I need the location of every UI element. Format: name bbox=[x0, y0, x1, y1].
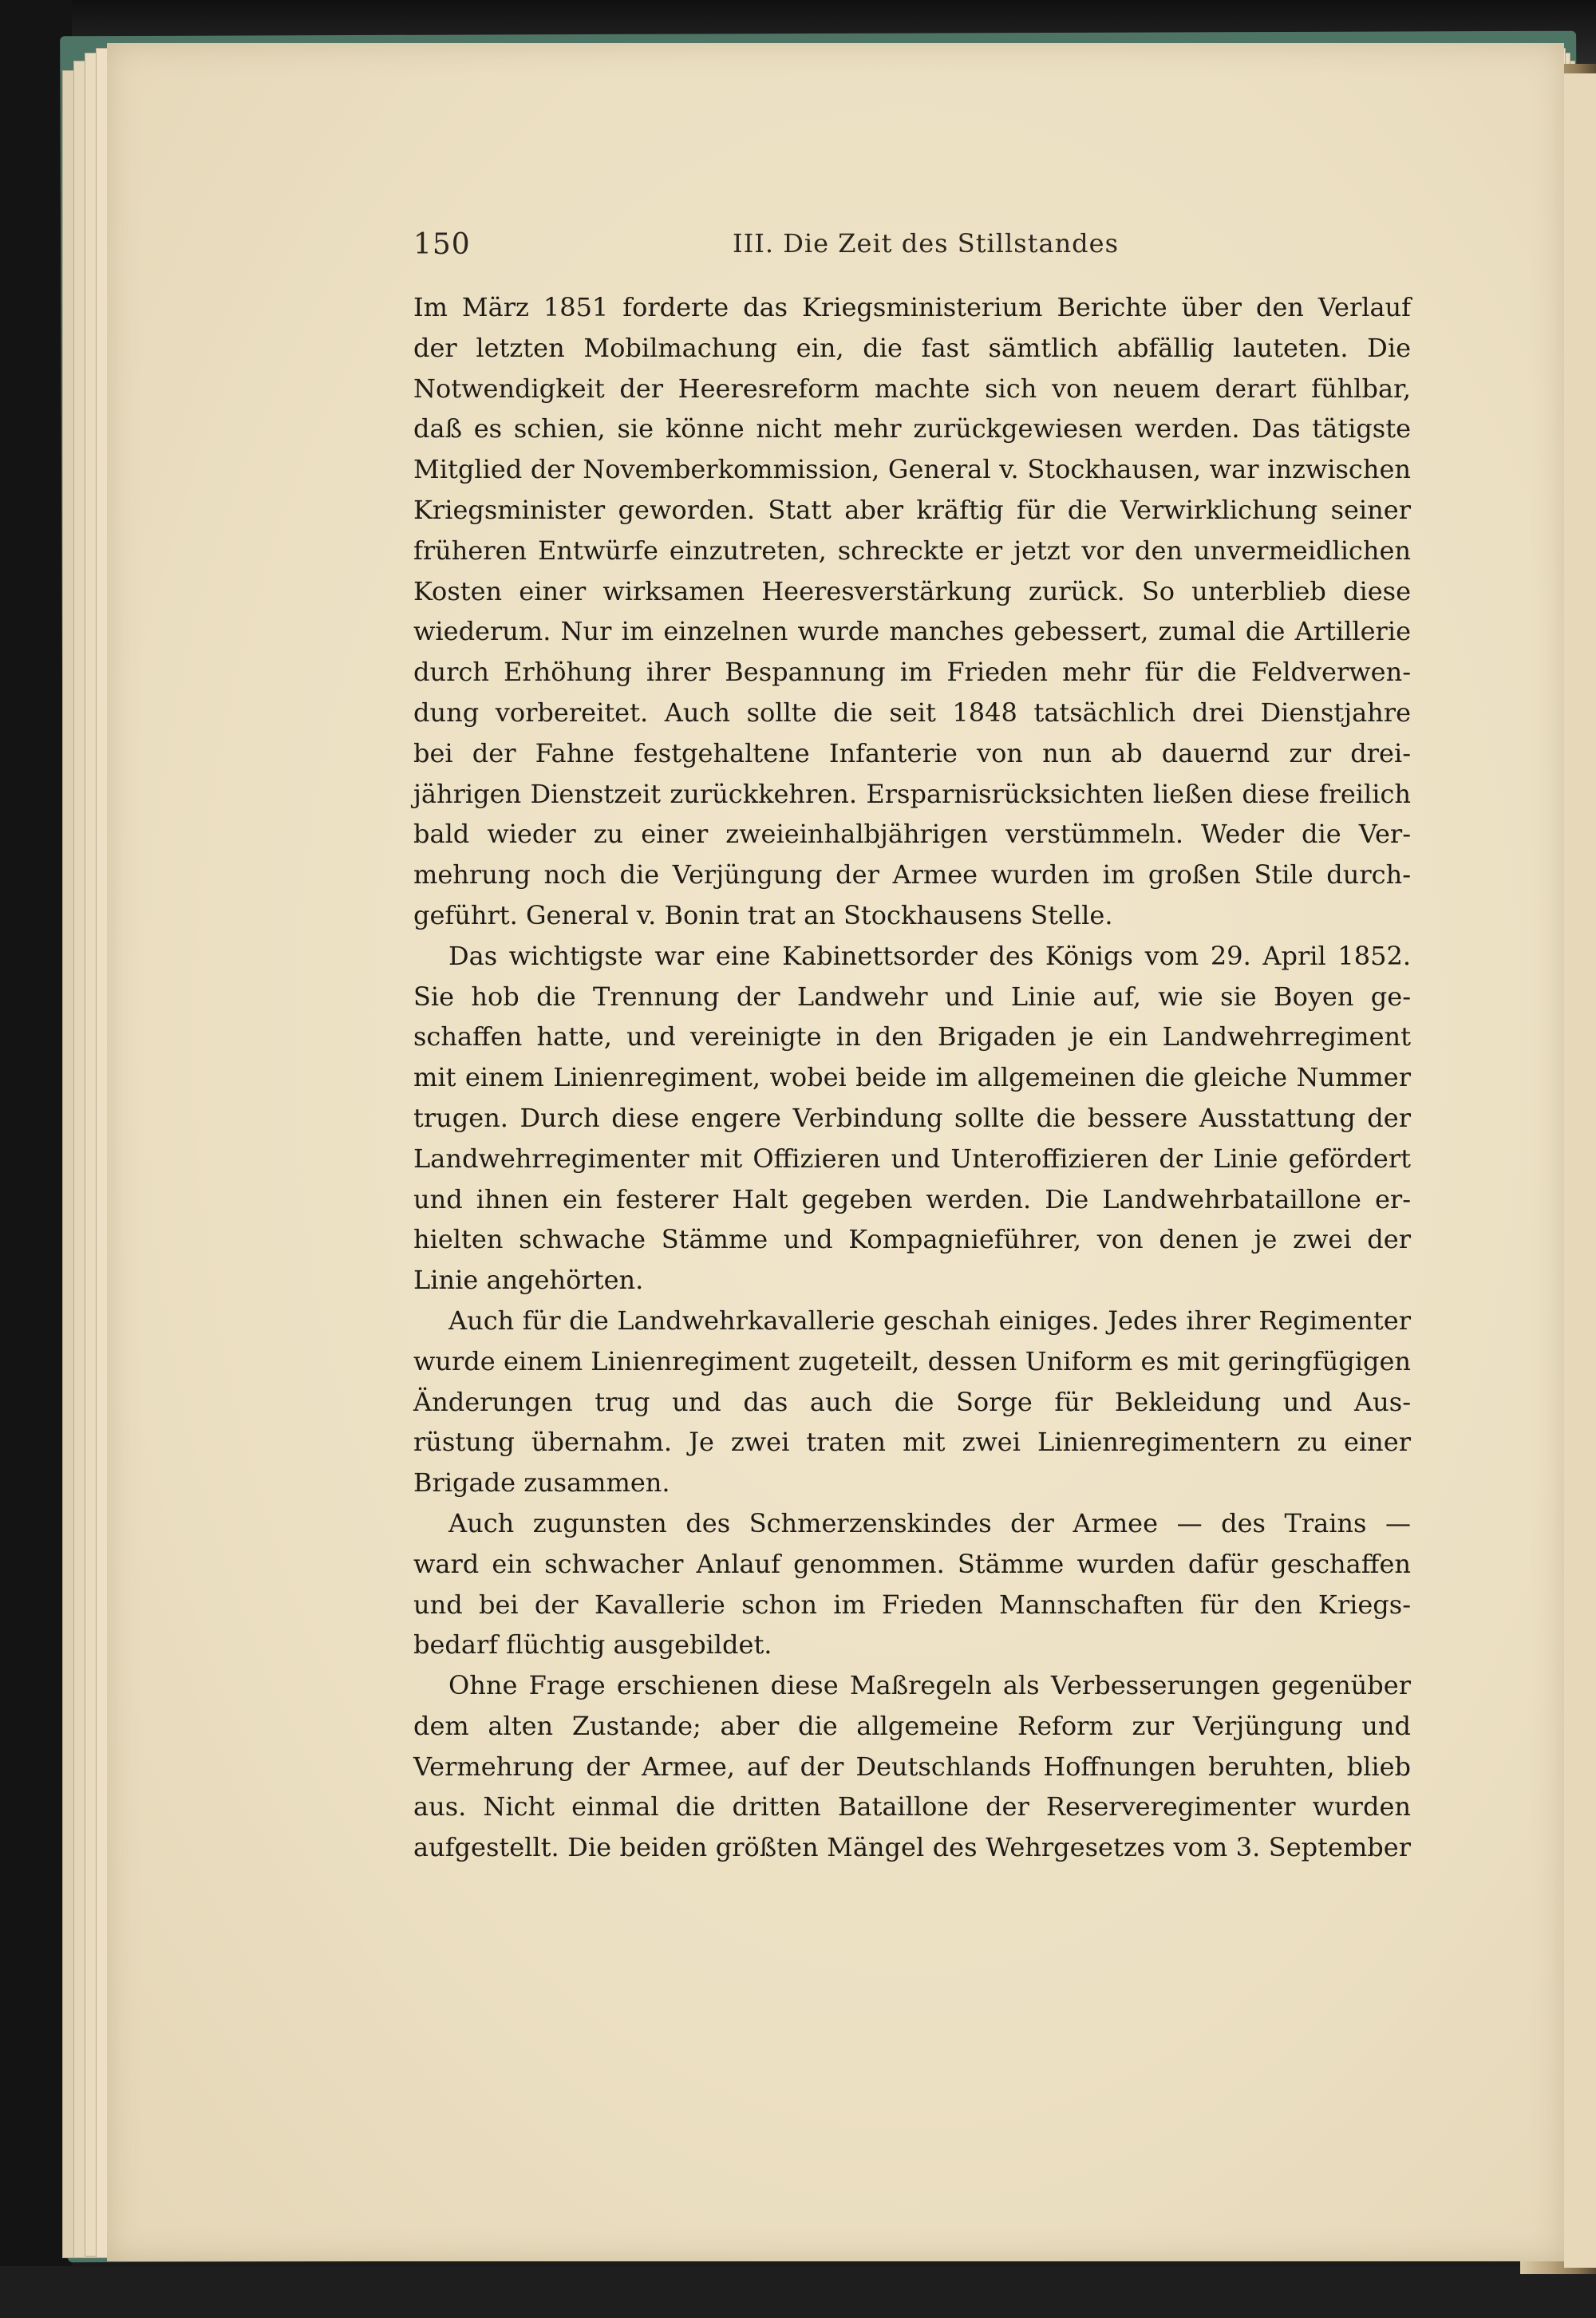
text-line: Auch zugunsten des Schmerzenskindes der Armee — des Trains — bbox=[448, 1507, 1411, 1538]
text-line: wurde einem Linienregiment zugeteilt, dessen Uniform es mit geringfügigen bbox=[413, 1345, 1411, 1376]
text-line: Auch für die Landwehrkavallerie geschah einiges. Jedes ihrer Regimenter bbox=[448, 1305, 1411, 1336]
text-line: dem alten Zustande; aber die allgemeine Reform zur Verjüngung und bbox=[413, 1710, 1411, 1741]
text-line: früheren Entwürfe einzutreten, schreckte er jetzt vor den unvermeidlichen bbox=[413, 535, 1411, 566]
text-line: Ohne Frage erschienen diese Maßregeln als Verbesserungen gegenüber bbox=[448, 1670, 1411, 1701]
text-line: aufgestellt. Die beiden größten Mängel des Wehrgesetzes vom 3. September bbox=[413, 1832, 1411, 1863]
text-line: bald wieder zu einer zweieinhalbjährigen verstümmeln. Weder die Ver- bbox=[413, 819, 1411, 850]
text-line: und ihnen ein festerer Halt gegeben werden. Die Landwehrbataillone er- bbox=[413, 1183, 1411, 1214]
text-line: bei der Fahne festgehaltene Infanterie von nun ab dauernd zur drei- bbox=[413, 737, 1411, 768]
body-text bbox=[413, 287, 1411, 1868]
text-line: durch Erhöhung ihrer Bespannung im Frieden mehr für die Feldverwen- bbox=[413, 657, 1411, 688]
text-line: Im März 1851 forderte das Kriegsministerium Berichte über den Verlauf bbox=[413, 292, 1411, 322]
scan-background-bottom bbox=[0, 2266, 1596, 2318]
opposite-page-edge bbox=[1564, 73, 1596, 2268]
page-number: 150 bbox=[413, 228, 471, 261]
text-line: Kosten einer wirksamen Heeresverstärkung zurück. So unterblieb diese bbox=[413, 575, 1411, 606]
text-line: schaffen hatte, und vereinigte in den Brigaden je ein Landwehrregiment bbox=[413, 1021, 1411, 1052]
text-line: dung vorbereitet. Auch sollte die seit 1848 tatsächlich drei Dienstjahre bbox=[413, 697, 1411, 728]
running-head: III. Die Zeit des Stillstandes bbox=[733, 228, 1120, 259]
text-line: trugen. Durch diese engere Verbindung sollte die bessere Ausstattung der bbox=[413, 1102, 1411, 1133]
text-line: und bei der Kavallerie schon im Frieden Mannschaften für den Kriegs- bbox=[413, 1589, 1411, 1620]
text-line: daß es schien, sie könne nicht mehr zurückgewiesen werden. Das tätigste bbox=[413, 413, 1411, 444]
text-line: Sie hob die Trennung der Landwehr und Linie auf, wie sie Boyen ge- bbox=[413, 981, 1411, 1012]
text-line: Vermehrung der Armee, auf der Deutschlands Hoffnungen beruhten, blieb bbox=[413, 1751, 1411, 1782]
text-line: Mitglied der Novemberkommission, General v. Stockhausen, war inzwischen bbox=[413, 454, 1411, 485]
text-line: mehrung noch die Verjüngung der Armee wurden im großen Stile durch- bbox=[413, 859, 1411, 890]
text-line: Notwendigkeit der Heeresreform machte sich von neuem derart fühlbar, bbox=[413, 373, 1411, 404]
text-line: mit einem Linienregiment, wobei beide im allgemeinen die gleiche Nummer bbox=[413, 1062, 1411, 1093]
text-line: jährigen Dienstzeit zurückkehren. Ersparnisrücksichten ließen diese freilich bbox=[413, 778, 1411, 809]
text-line: Landwehrregimenter mit Offizieren und Unteroffizieren der Linie gefördert bbox=[413, 1143, 1411, 1174]
text-line: Das wichtigste war eine Kabinettsorder des Königs vom 29. April 1852. bbox=[448, 940, 1411, 971]
text-line: wiederum. Nur im einzelnen wurde manches gebessert, zumal die Artillerie bbox=[413, 616, 1411, 647]
text-line: Linie angehörten. bbox=[413, 1265, 644, 1296]
text-line: Kriegsminister geworden. Statt aber kräftig für die Verwirklichung seiner bbox=[413, 494, 1411, 525]
text-line: ward ein schwacher Anlauf genommen. Stämme wurden dafür geschaffen bbox=[413, 1548, 1411, 1579]
text-line: rüstung übernahm. Je zwei traten mit zwei Linienregimentern zu einer bbox=[413, 1427, 1411, 1458]
text-line: aus. Nicht einmal die dritten Bataillone der Reserveregimenter wurden bbox=[413, 1791, 1411, 1822]
text-line: bedarf flüchtig ausgebildet. bbox=[413, 1629, 772, 1661]
text-line: Brigade zusammen. bbox=[413, 1467, 670, 1499]
text-line: der letzten Mobilmachung ein, die fast sämtlich abfällig lauteten. Die bbox=[413, 332, 1411, 363]
text-line: Änderungen trug und das auch die Sorge für Bekleidung und Aus- bbox=[413, 1386, 1411, 1417]
text-line: geführt. General v. Bonin trat an Stockhausens Stelle. bbox=[413, 899, 1113, 930]
text-line: hielten schwache Stämme und Kompagnieführer, von denen je zwei der bbox=[413, 1224, 1411, 1255]
